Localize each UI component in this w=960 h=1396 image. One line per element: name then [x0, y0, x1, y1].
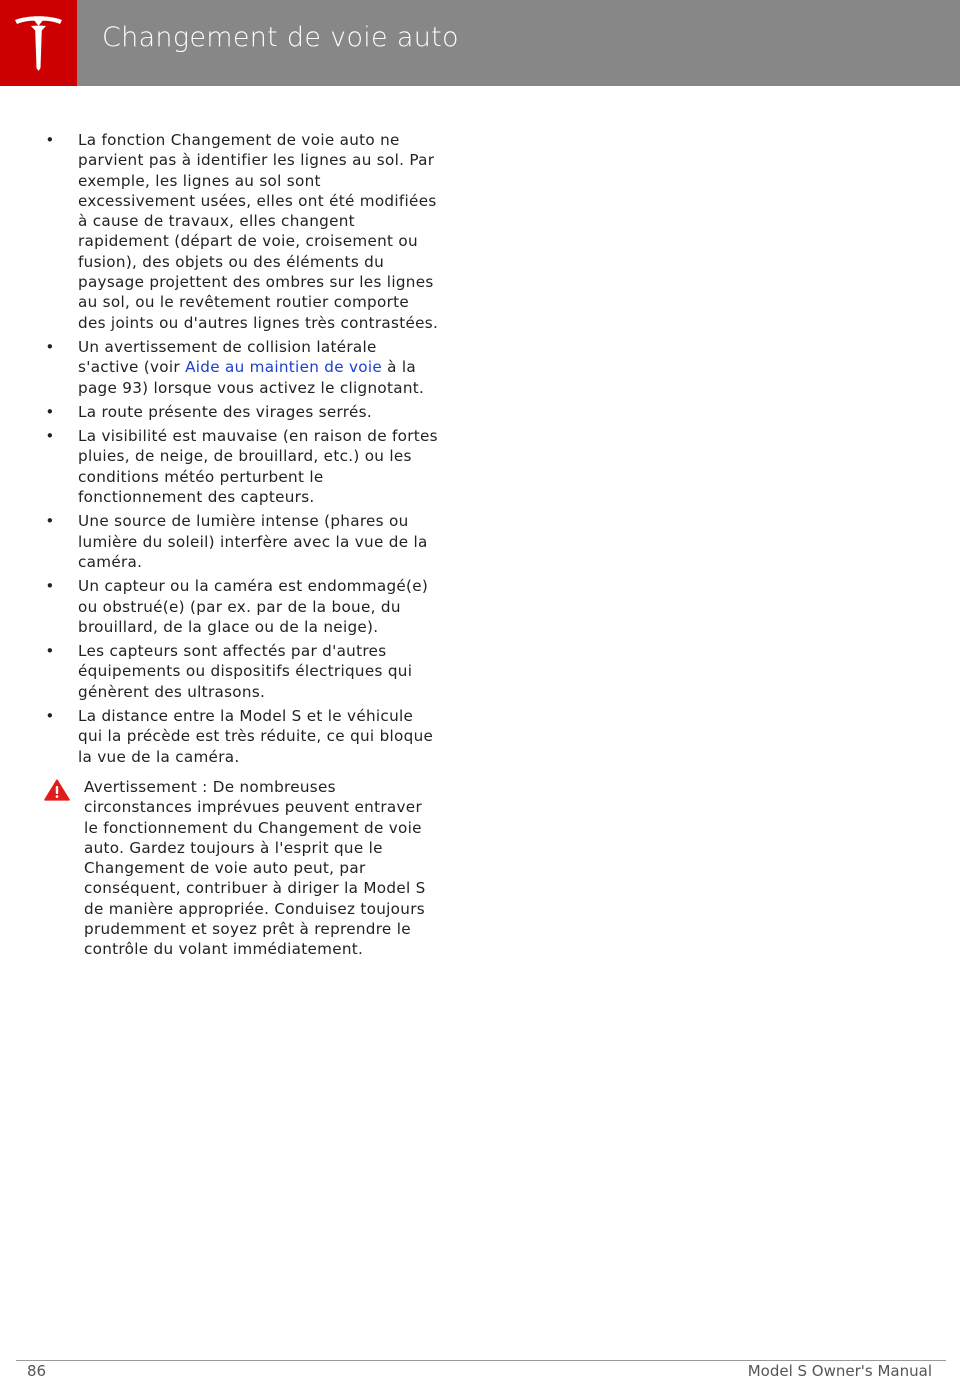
- list-item-text: Un capteur ou la caméra est endommagé(e) ou obstrué(e) (par ex. par de la boue, du brouillard, de la glace ou de la neige).: [78, 577, 429, 636]
- list-item-text: Un avertissement de collision latérale s'active (voir: [78, 337, 377, 377]
- page-number: 86: [27, 1362, 47, 1380]
- list-item: [44, 130, 440, 333]
- list-item-text: La visibilité est mauvaise (en raison de fortes pluies, de neige, de brouillard, etc.) ou les conditions météo perturbent le fonctionnement des capteurs.: [78, 427, 438, 507]
- list-item-text: à la page 93) lorsque vous activez le clignotant.: [78, 358, 425, 397]
- list-item-text: La distance entre la Model S et le véhicule qui la précède est très réduite, ce qui bloque la vue de la caméra.: [78, 707, 434, 766]
- bullet-marker: •: [45, 707, 55, 726]
- condition-list: [44, 130, 440, 767]
- footer-divider: [16, 1360, 946, 1361]
- list-item-text: Les capteurs sont affectés par d'autres équipements ou dispositifs électriques qui génèrent des ultrasons.: [78, 642, 413, 701]
- lane-assist-link[interactable]: Aide au maintien de voie: [185, 358, 383, 377]
- list-item: [44, 576, 440, 637]
- manual-name: Model S Owner's Manual: [747, 1362, 932, 1380]
- logo-box: [0, 0, 77, 86]
- bullet-marker: •: [45, 337, 55, 356]
- list-item-text: La route présente des virages serrés.: [78, 402, 372, 421]
- list-item: [44, 511, 440, 572]
- warning-triangle-icon: [44, 779, 70, 801]
- warning-block: [44, 777, 440, 960]
- bullet-marker: •: [45, 642, 55, 661]
- warning-text: Avertissement : De nombreuses circonstances imprévues peuvent entraver le fonctionnement du Changement de voie auto. Gardez toujours à l'esprit que le Changement de voie auto peut, par conséquent, contribuer à diriger la Model S de manière appropriée. Conduisez toujours prudemment et soyez prêt à reprendre le contrôle du volant immédiatement.: [84, 777, 426, 959]
- list-item: [44, 426, 440, 507]
- list-item: [44, 402, 440, 422]
- page-header: [0, 0, 960, 86]
- list-item: [44, 706, 440, 767]
- page-title: Changement de voie auto: [102, 22, 459, 53]
- bullet-marker: •: [45, 512, 55, 531]
- bullet-marker: •: [45, 131, 55, 149]
- list-item: [44, 337, 440, 398]
- bullet-marker: •: [45, 577, 55, 596]
- tesla-logo-icon: [13, 14, 64, 72]
- bullet-marker: •: [45, 402, 55, 421]
- list-item-text: La fonction Changement de voie auto ne parvient pas à identifier les lignes au sol. Par exemple, les lignes au sol sont excessivement usées, elles ont été modifiées à cause de travaux, elles changent rapidement (départ de voie, croisement ou fusion), des objets ou des éléments du paysage projettent des ombres sur les lignes au sol, ou le revêtement routier comporte des joints ou d'autres lignes très contrastées.: [78, 131, 439, 332]
- list-item-text: Une source de lumière intense (phares ou lumière du soleil) interfère avec la vue de la caméra.: [78, 512, 428, 571]
- main-content: [44, 130, 440, 960]
- bullet-marker: •: [45, 427, 55, 446]
- list-item: [44, 641, 440, 702]
